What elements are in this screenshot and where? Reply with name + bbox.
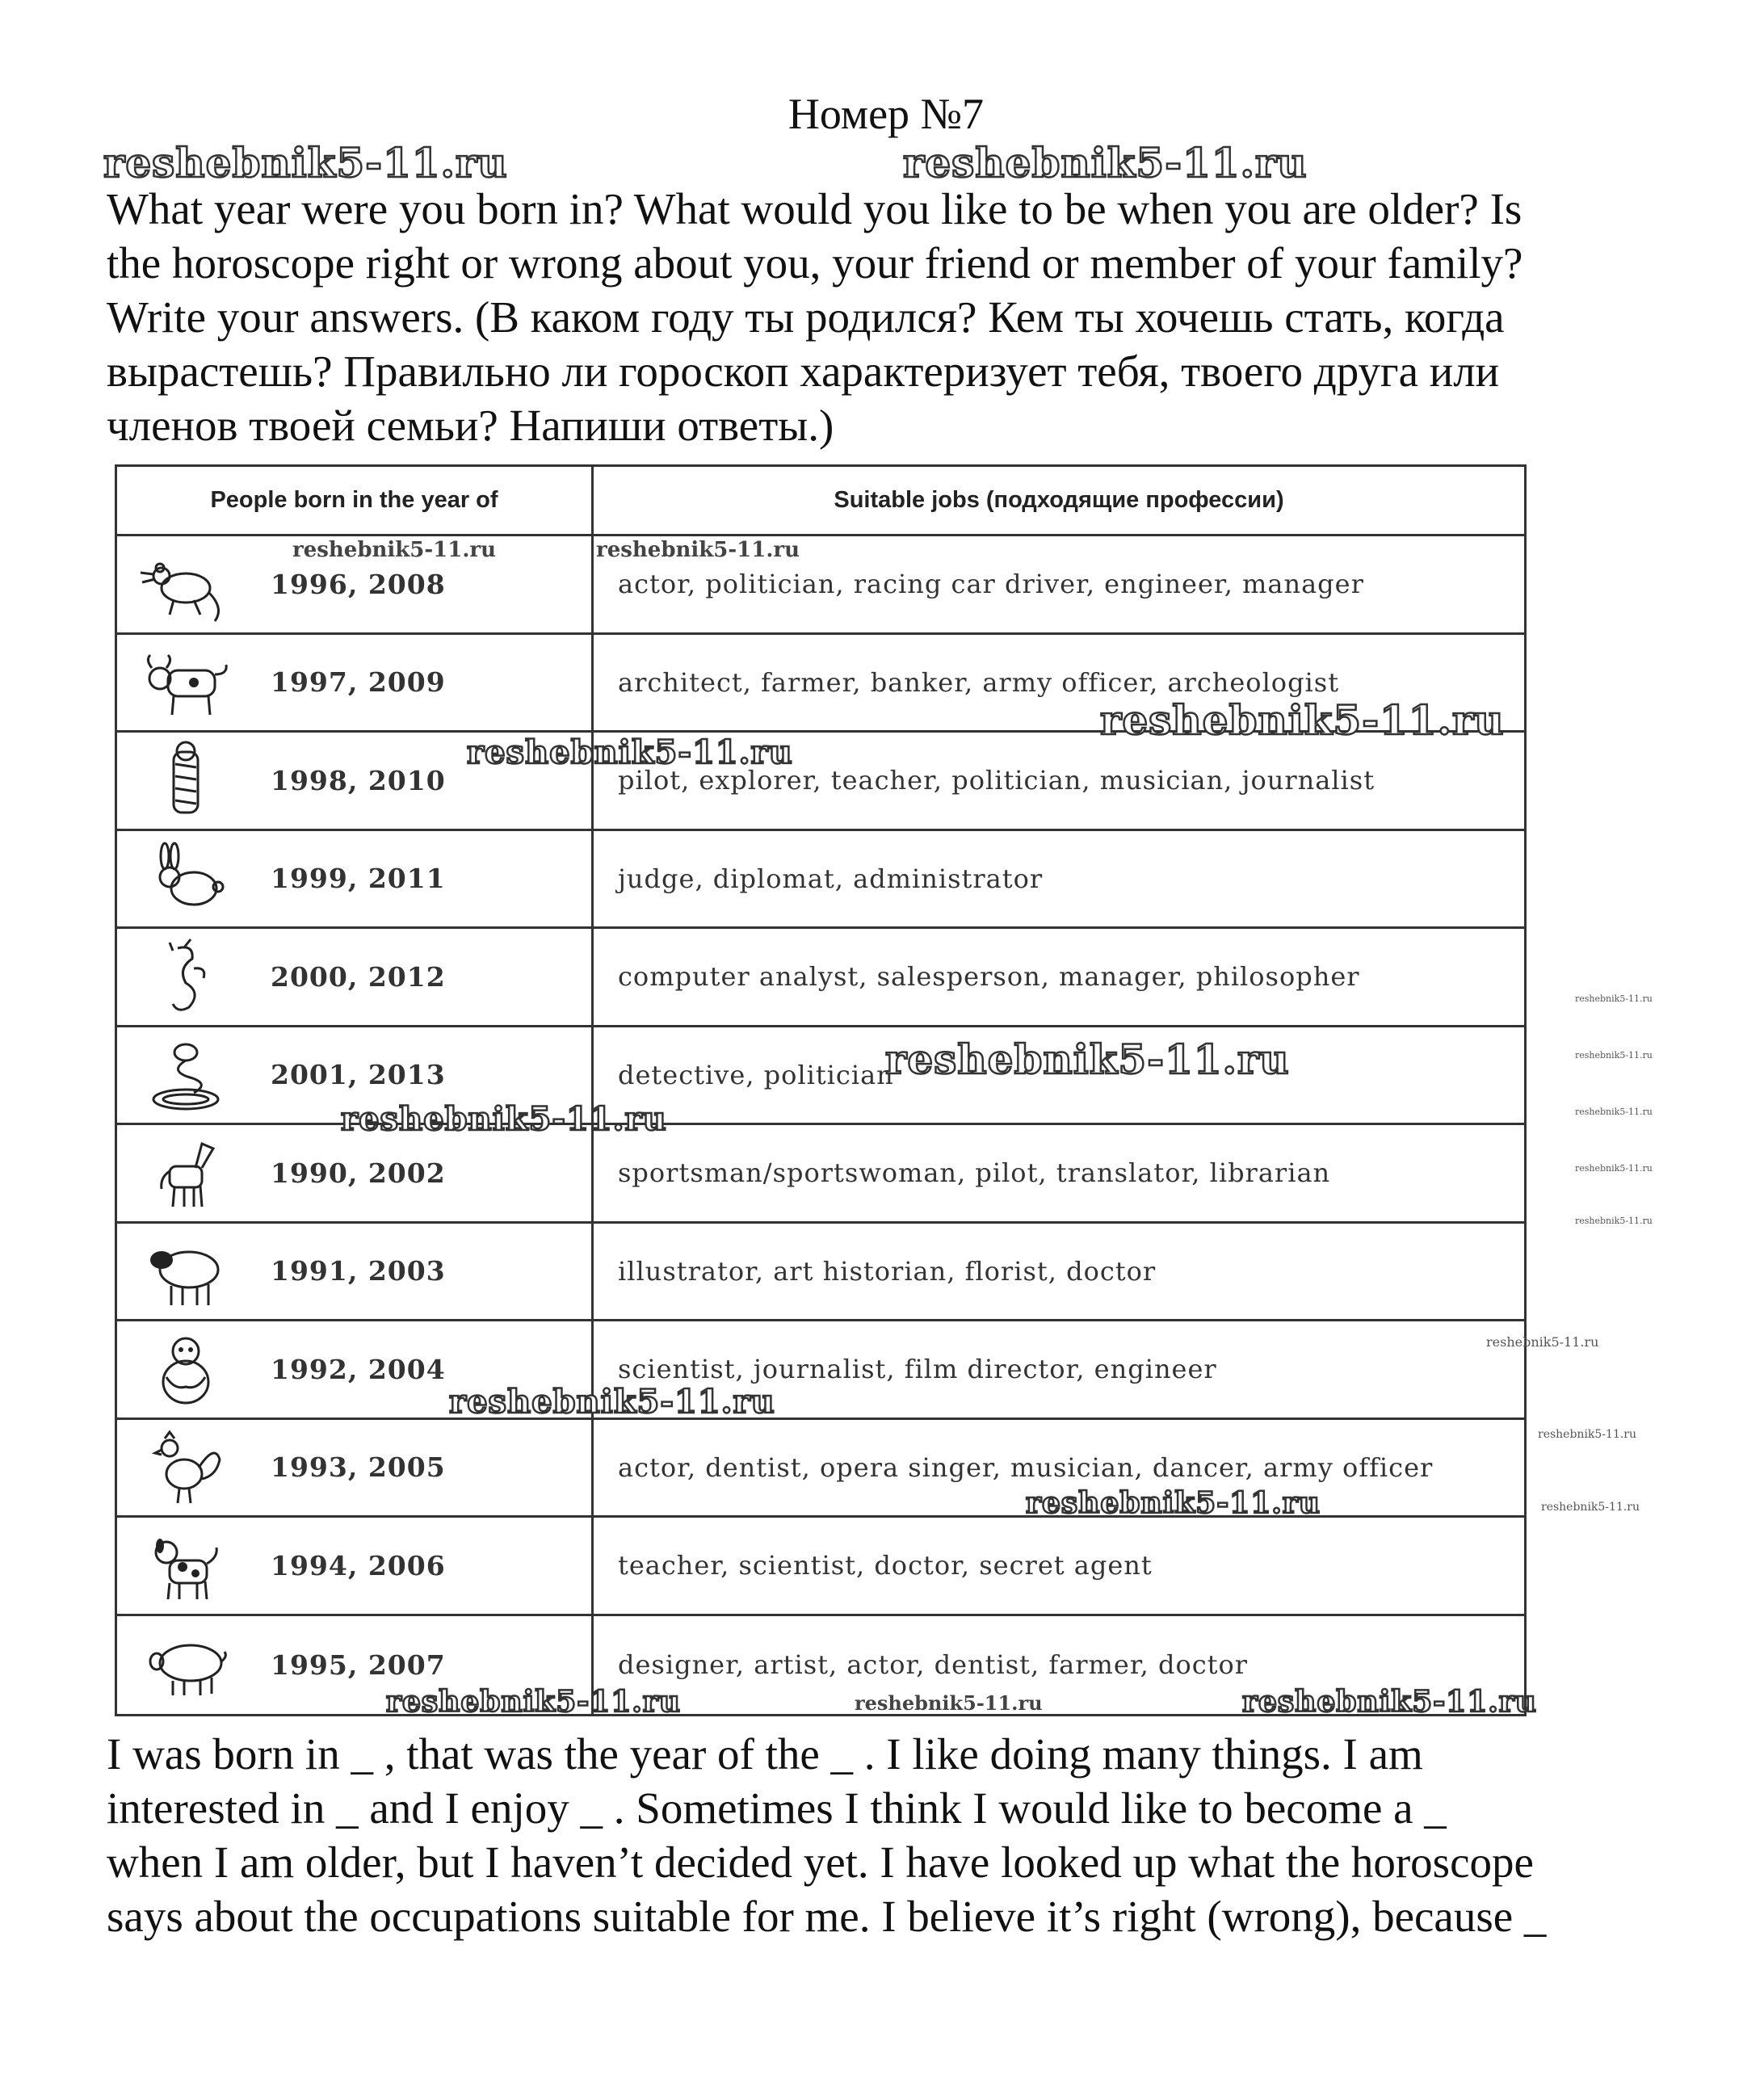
row-years: 1996, 2008 [271, 568, 446, 600]
header-jobs: Suitable jobs (подходящие профессии) [834, 487, 1284, 513]
intro-line: членов твоей семьи? Напиши ответы.) [107, 401, 834, 450]
row-jobs: designer, artist, actor, dentist, farmer, doctor [618, 1649, 1249, 1681]
watermark: reshebnik5-11.ru [1538, 1428, 1637, 1441]
table-row [117, 831, 1524, 930]
watermark: reshebnik5-11.ru [903, 139, 1308, 187]
monkey-icon [133, 1325, 238, 1413]
row-jobs: pilot, explorer, teacher, politician, musician, journalist [618, 765, 1376, 796]
intro-line: What year were you born in? What would you like to be when you are older? Is [107, 184, 1522, 233]
essay-line: when I am older, but I haven’t decided yet. I have looked up what the horoscope [107, 1838, 1534, 1887]
row-years: 2001, 2013 [271, 1059, 446, 1091]
row-jobs: sportsman/sportswoman, pilot, translator, librarian [618, 1157, 1331, 1189]
watermark: reshebnik5-11.ru [467, 733, 793, 771]
row-years: 1999, 2011 [271, 863, 446, 895]
watermark: reshebnik5-11.ru [1575, 993, 1653, 1004]
intro-line: Write your answers. (В каком году ты родился? Кем ты хочешь стать, когда [107, 292, 1505, 342]
row-jobs: detective, politician [618, 1059, 894, 1090]
intro-line: вырастешь? Правильно ли гороскоп характеризует тебя, твоего друга или [107, 346, 1500, 396]
watermark: reshebnik5-11.ru [885, 1035, 1290, 1083]
watermark: reshebnik5-11.ru [1575, 1050, 1653, 1060]
dragon-icon [133, 932, 238, 1021]
watermark: reshebnik5-11.ru [1242, 1685, 1537, 1719]
watermark: reshebnik5-11.ru [1486, 1334, 1599, 1350]
horse-icon [133, 1128, 238, 1217]
watermark: reshebnik5-11.ru [292, 538, 497, 562]
table-row [117, 1321, 1524, 1420]
row-jobs: illustrator, art historian, florist, doctor [618, 1255, 1157, 1287]
watermark: reshebnik5-11.ru [596, 538, 800, 562]
rat-icon [133, 540, 238, 628]
essay-line: I was born in _ , that was the year of the _ . I like doing many things. I am [107, 1729, 1423, 1779]
row-years: 1993, 2005 [271, 1451, 446, 1484]
page-title: Номер №7 [788, 90, 985, 138]
intro-text [107, 182, 1690, 452]
watermark: reshebnik5-11.ru [449, 1383, 775, 1421]
watermark: reshebnik5-11.ru [1541, 1501, 1640, 1514]
ox-icon [133, 638, 238, 727]
essay-line: says about the occupations suitable for me. I believe it’s right (wrong), because _ [107, 1892, 1547, 1941]
table-row [117, 929, 1524, 1027]
table-row [117, 1518, 1524, 1616]
table-row [117, 1027, 1524, 1126]
intro-line: the horoscope right or wrong about you, your friend or member of your family? [107, 238, 1523, 288]
row-jobs: architect, farmer, banker, army officer, archeologist [618, 666, 1340, 698]
rabbit-icon [133, 834, 238, 923]
watermark: reshebnik5-11.ru [1100, 696, 1505, 744]
watermark: reshebnik5-11.ru [1026, 1486, 1321, 1520]
watermark: reshebnik5-11.ru [386, 1685, 681, 1719]
row-years: 1991, 2003 [271, 1255, 446, 1287]
watermark: reshebnik5-11.ru [855, 1691, 1043, 1715]
row-jobs: computer analyst, salesperson, manager, philosopher [618, 961, 1360, 993]
table-row [117, 1224, 1524, 1322]
rooster-icon [133, 1423, 238, 1512]
row-years: 1998, 2010 [271, 764, 446, 796]
row-jobs: scientist, journalist, film director, engineer [618, 1354, 1217, 1385]
watermark: reshebnik5-11.ru [1575, 1163, 1653, 1174]
row-years: 1997, 2009 [271, 666, 446, 699]
horoscope-table [115, 464, 1527, 1716]
snake-icon [133, 1031, 238, 1119]
row-jobs: teacher, scientist, doctor, secret agent [618, 1550, 1153, 1581]
row-jobs: actor, politician, racing car driver, engineer, manager [618, 569, 1364, 600]
header-years: People born in the year of [117, 467, 594, 534]
table-row [117, 733, 1524, 831]
watermark: reshebnik5-11.ru [341, 1100, 667, 1138]
table-row [117, 1125, 1524, 1224]
table-header [117, 467, 1524, 536]
row-years: 1995, 2007 [271, 1648, 446, 1681]
pig-icon [133, 1620, 238, 1709]
row-years: 1992, 2004 [271, 1353, 446, 1385]
dog-icon [133, 1521, 238, 1610]
essay-template [107, 1727, 1746, 1943]
row-jobs: actor, dentist, opera singer, musician, dancer, army officer [618, 1451, 1434, 1483]
row-years: 2000, 2012 [271, 960, 446, 993]
sheep-icon [133, 1227, 238, 1316]
row-jobs: judge, diplomat, administrator [618, 863, 1044, 894]
tiger-icon [133, 736, 238, 825]
row-years: 1990, 2002 [271, 1157, 446, 1189]
essay-line: interested in _ and I enjoy _ . Sometimes I think I would like to become a _ [107, 1783, 1447, 1833]
watermark: reshebnik5-11.ru [1575, 1107, 1653, 1117]
row-years: 1994, 2006 [271, 1549, 446, 1581]
watermark: reshebnik5-11.ru [103, 139, 508, 187]
watermark: reshebnik5-11.ru [1575, 1216, 1653, 1226]
